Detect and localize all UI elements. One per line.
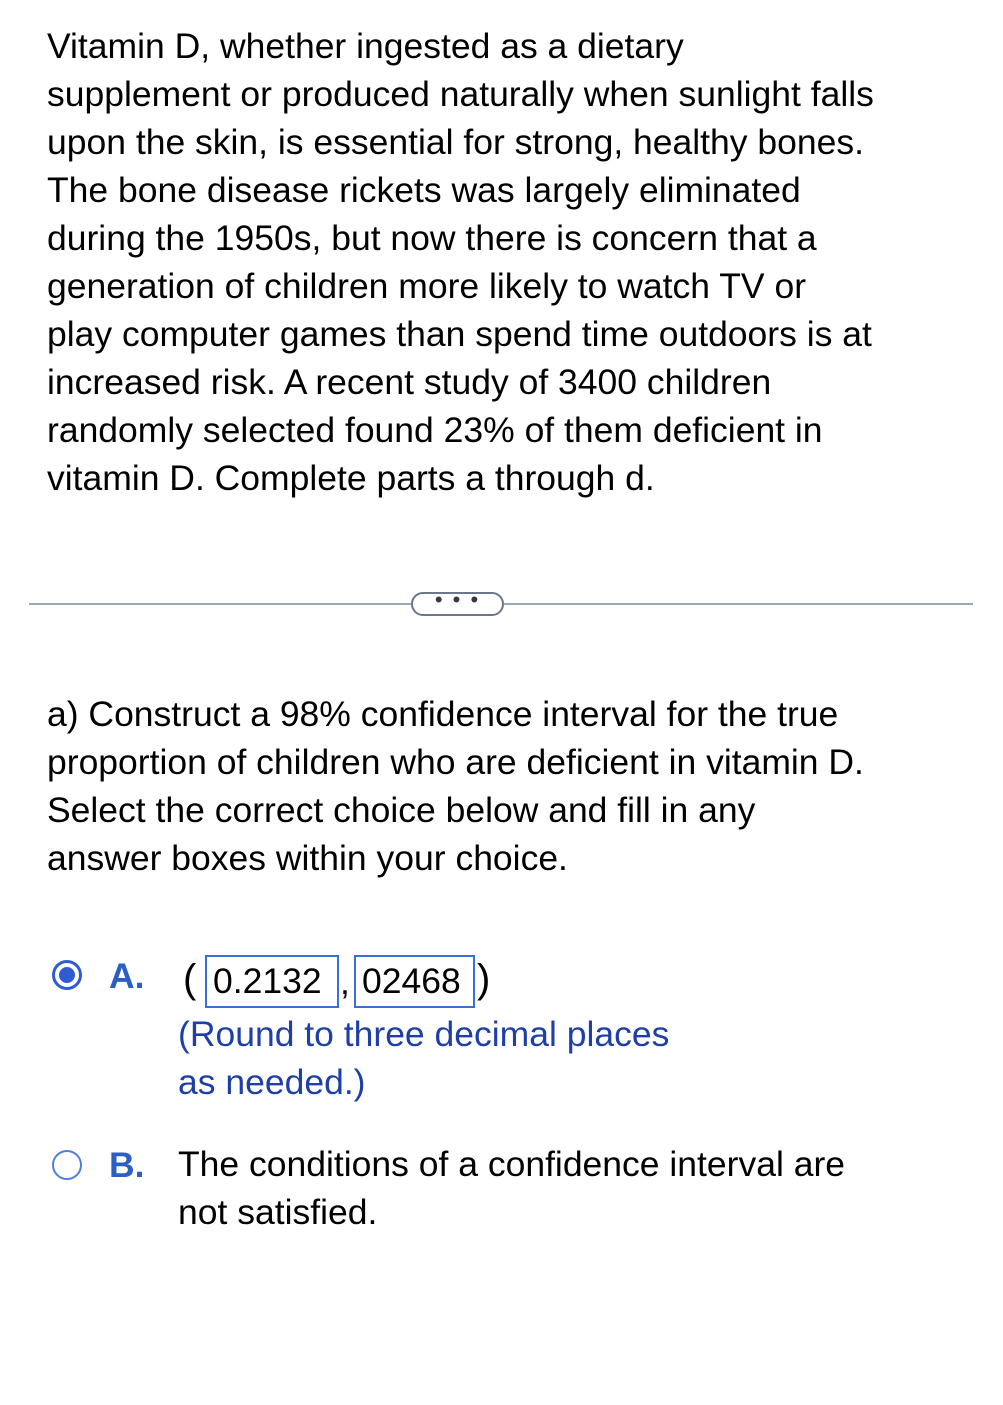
open-paren: ( [183, 957, 197, 1001]
choice-b-line: not satisfied. [178, 1192, 378, 1232]
problem-statement [47, 22, 977, 502]
question-prompt [47, 690, 977, 882]
problem-line: The bone disease rickets was largely eliminated [47, 170, 801, 210]
choice-a-radio[interactable] [52, 960, 82, 990]
close-paren: ) [477, 957, 491, 1001]
radio-selected-dot [59, 967, 75, 983]
problem-line: during the 1950s, but now there is concern that a [47, 218, 817, 258]
choice-a-letter[interactable]: A. [109, 956, 145, 996]
choice-b-radio[interactable] [52, 1150, 82, 1180]
question-line: a) Construct a 98% confidence interval for the true [47, 694, 839, 734]
problem-line: randomly selected found 23% of them deficient in [47, 410, 823, 450]
problem-line: supplement or produced naturally when sunlight falls [47, 74, 874, 114]
problem-line: upon the skin, is essential for strong, healthy bones. [47, 122, 864, 162]
hint-line: as needed.) [178, 1062, 366, 1102]
problem-line: play computer games than spend time outdoors is at [47, 314, 872, 354]
rounding-hint [178, 1010, 669, 1106]
problem-line: vitamin D. Complete parts a through d. [47, 458, 655, 498]
problem-line: Vitamin D, whether ingested as a dietary [47, 26, 684, 66]
choice-b-line: The conditions of a confidence interval are [178, 1144, 846, 1184]
question-line: proportion of children who are deficient in vitamin D. [47, 742, 864, 782]
choice-b-text[interactable] [178, 1140, 845, 1236]
interval-separator: , [340, 962, 350, 1002]
ellipsis-icon: • • • [434, 586, 481, 612]
choice-b-letter[interactable]: B. [109, 1145, 145, 1185]
expand-more-button[interactable] [411, 586, 504, 616]
upper-bound-input[interactable] [354, 955, 475, 1008]
problem-line: increased risk. A recent study of 3400 children [47, 362, 772, 402]
question-line: Select the correct choice below and fill in any [47, 790, 756, 830]
lower-bound-input[interactable] [205, 955, 339, 1008]
problem-line: generation of children more likely to watch TV or [47, 266, 807, 306]
hint-line: (Round to three decimal places [178, 1014, 670, 1054]
question-line: answer boxes within your choice. [47, 838, 568, 878]
